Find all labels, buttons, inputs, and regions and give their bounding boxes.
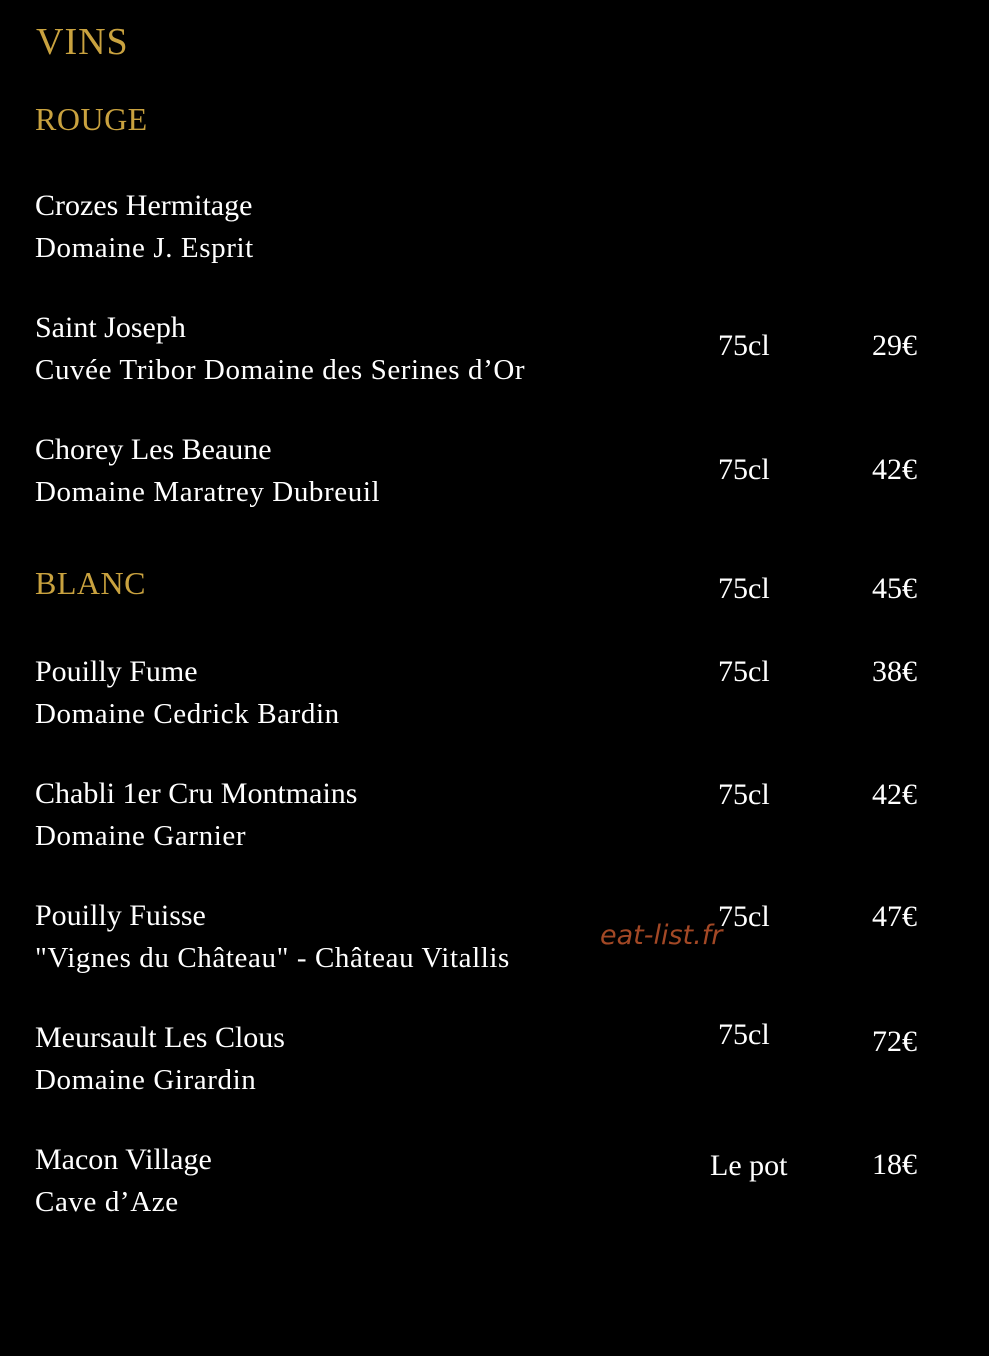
wine-producer: Domaine Garnier	[35, 820, 247, 852]
wine-price: 42€	[872, 453, 917, 486]
wine-item	[35, 894, 510, 980]
wine-name: Pouilly Fuisse	[35, 899, 206, 932]
wine-price: 18€	[872, 1148, 917, 1181]
wine-name: Chorey Les Beaune	[35, 433, 272, 466]
wine-name: Chabli 1er Cru Montmains	[35, 777, 358, 810]
menu-title: VINS	[36, 21, 129, 63]
section-price: 45€	[872, 572, 917, 605]
wine-name: Pouilly Fume	[35, 655, 198, 688]
wine-producer: Cave d’Aze	[35, 1186, 179, 1218]
wine-volume: 75cl	[718, 453, 770, 486]
wine-price: 47€	[872, 900, 917, 933]
wine-item	[35, 306, 525, 392]
wine-volume: 75cl	[718, 1018, 770, 1051]
wine-volume: 75cl	[718, 900, 770, 933]
wine-price: 42€	[872, 778, 917, 811]
wine-price: 29€	[872, 329, 917, 362]
wine-item	[35, 772, 357, 858]
wine-producer: "Vignes du Château" - Château Vitallis	[35, 942, 510, 974]
wine-name: Macon Village	[35, 1143, 212, 1176]
wine-volume: 75cl	[718, 329, 770, 362]
section-volume: 75cl	[718, 572, 770, 605]
wine-item	[35, 184, 254, 270]
wine-volume: 75cl	[718, 655, 770, 688]
wine-volume: Le pot	[710, 1149, 788, 1182]
wine-name: Saint Joseph	[35, 311, 186, 344]
wine-producer: Domaine Girardin	[35, 1064, 257, 1096]
watermark: eat-list.fr	[600, 920, 723, 951]
wine-name: Crozes Hermitage	[35, 189, 253, 222]
wine-item	[35, 1016, 285, 1102]
wine-item	[35, 428, 380, 514]
section-heading-blanc: BLANC	[35, 565, 146, 601]
wine-price: 38€	[872, 655, 917, 688]
wine-producer: Domaine Cedrick Bardin	[35, 698, 340, 730]
wine-item	[35, 650, 340, 736]
wine-producer: Domaine Maratrey Dubreuil	[35, 476, 381, 508]
wine-item	[35, 1138, 212, 1224]
wine-producer: Cuvée Tribor Domaine des Serines d’Or	[35, 354, 526, 386]
wine-price: 72€	[872, 1025, 917, 1058]
section-heading-rouge: ROUGE	[35, 101, 148, 137]
wine-name: Meursault Les Clous	[35, 1021, 285, 1054]
wine-producer: Domaine J. Esprit	[35, 232, 254, 264]
wine-volume: 75cl	[718, 778, 770, 811]
